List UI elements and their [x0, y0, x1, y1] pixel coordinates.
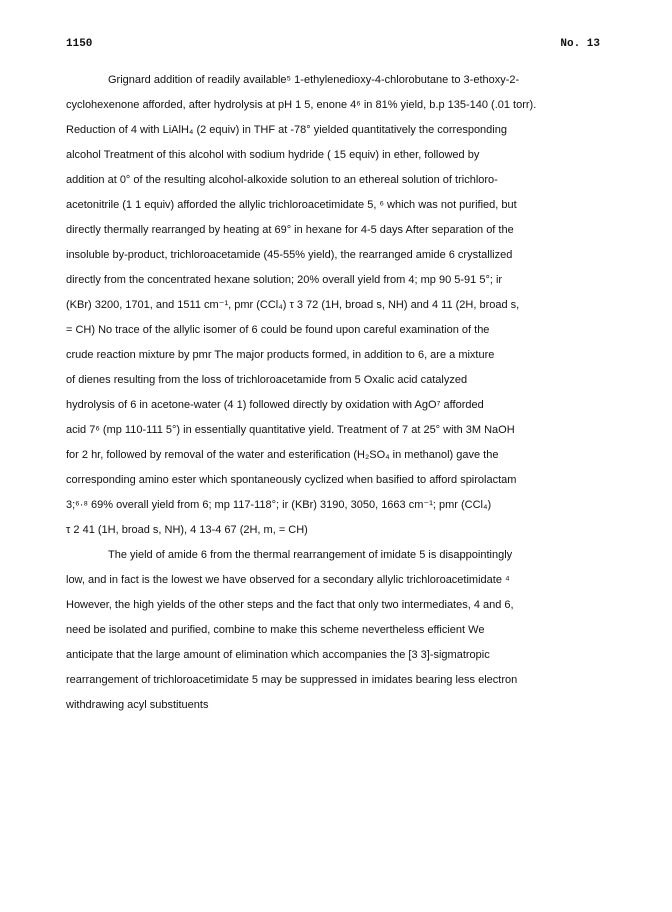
- text-line: cyclohexenone afforded, after hydrolysis at pH 1 5, enone 4⁶ in 81% yield, b.p 135-140 (.01 torr).: [66, 99, 537, 111]
- text-line: low, and in fact is the lowest we have observed for a secondary allylic trichloroacetimidate ⁴: [66, 574, 510, 586]
- issue-number: No. 13: [560, 38, 600, 50]
- text-line: = CH) No trace of the allylic isomer of 6 could be found upon careful examination of the: [66, 324, 490, 336]
- text-line: alcohol Treatment of this alcohol with sodium hydride ( 15 equiv) in ether, followed by: [66, 149, 480, 161]
- page-number: 1150: [66, 38, 93, 50]
- text-line: directly from the concentrated hexane solution; 20% overall yield from 4; mp 90 5-91 5°; ir: [66, 274, 503, 286]
- text-line: hydrolysis of 6 in acetone-water (4 1) followed directly by oxidation with AgO⁷ afforded: [66, 399, 484, 411]
- paragraph-2: [66, 543, 626, 718]
- text-line: need be isolated and purified, combine to make this scheme nevertheless efficient We: [66, 624, 485, 636]
- text-line: for 2 hr, followed by removal of the water and esterification (H₂SO₄ in methanol) gave the: [66, 449, 499, 461]
- text-line: Reduction of 4 with LiAlH₄ (2 equiv) in THF at -78° yielded quantitatively the corresponding: [66, 124, 507, 136]
- text-line: Grignard addition of readily available⁵ 1-ethylenedioxy-4-chlorobutane to 3-ethoxy-2-: [108, 74, 520, 86]
- text-line: The yield of amide 6 from the thermal rearrangement of imidate 5 is disappointingly: [108, 549, 513, 561]
- body-text: [66, 68, 626, 718]
- text-line: insoluble by-product, trichloroacetamide (45-55% yield), the rearranged amide 6 crystallized: [66, 249, 513, 261]
- text-line: 3;⁶·⁸ 69% overall yield from 6; mp 117-118°; ir (KBr) 3190, 3050, 1663 cm⁻¹; pmr (CCl₄): [66, 499, 492, 511]
- text-line: directly thermally rearranged by heating at 69° in hexane for 4-5 days After separation of the: [66, 224, 514, 236]
- text-line: crude reaction mixture by pmr The major products formed, in addition to 6, are a mixture: [66, 349, 495, 361]
- paragraph-1: [66, 68, 626, 543]
- text-line: addition at 0° of the resulting alcohol-alkoxide solution to an ethereal solution of trichloro-: [66, 174, 498, 186]
- text-line: withdrawing acyl substituents: [66, 699, 209, 711]
- text-line: anticipate that the large amount of elimination which accompanies the [3 3]-sigmatropic: [66, 649, 490, 661]
- text-line: τ 2 41 (1H, broad s, NH), 4 13-4 67 (2H, m, = CH): [66, 524, 308, 536]
- text-line: acid 7⁶ (mp 110-111 5°) in essentially quantitative yield. Treatment of 7 at 25° with 3M NaOH: [66, 424, 515, 436]
- text-line: acetonitrile (1 1 equiv) afforded the allylic trichloroacetimidate 5, ⁶ which was not purified, but: [66, 199, 517, 211]
- text-line: However, the high yields of the other steps and the fact that only two intermediates, 4 and 6,: [66, 599, 514, 611]
- text-line: rearrangement of trichloroacetimidate 5 may be suppressed in imidates bearing less electron: [66, 674, 518, 686]
- text-line: of dienes resulting from the loss of trichloroacetamide from 5 Oxalic acid catalyzed: [66, 374, 468, 386]
- text-line: (KBr) 3200, 1701, and 1511 cm⁻¹, pmr (CCl₄) τ 3 72 (1H, broad s, NH) and 4 11 (2H, broad s,: [66, 299, 520, 311]
- text-line: corresponding amino ester which spontaneously cyclized when basified to afford spirolactam: [66, 474, 517, 486]
